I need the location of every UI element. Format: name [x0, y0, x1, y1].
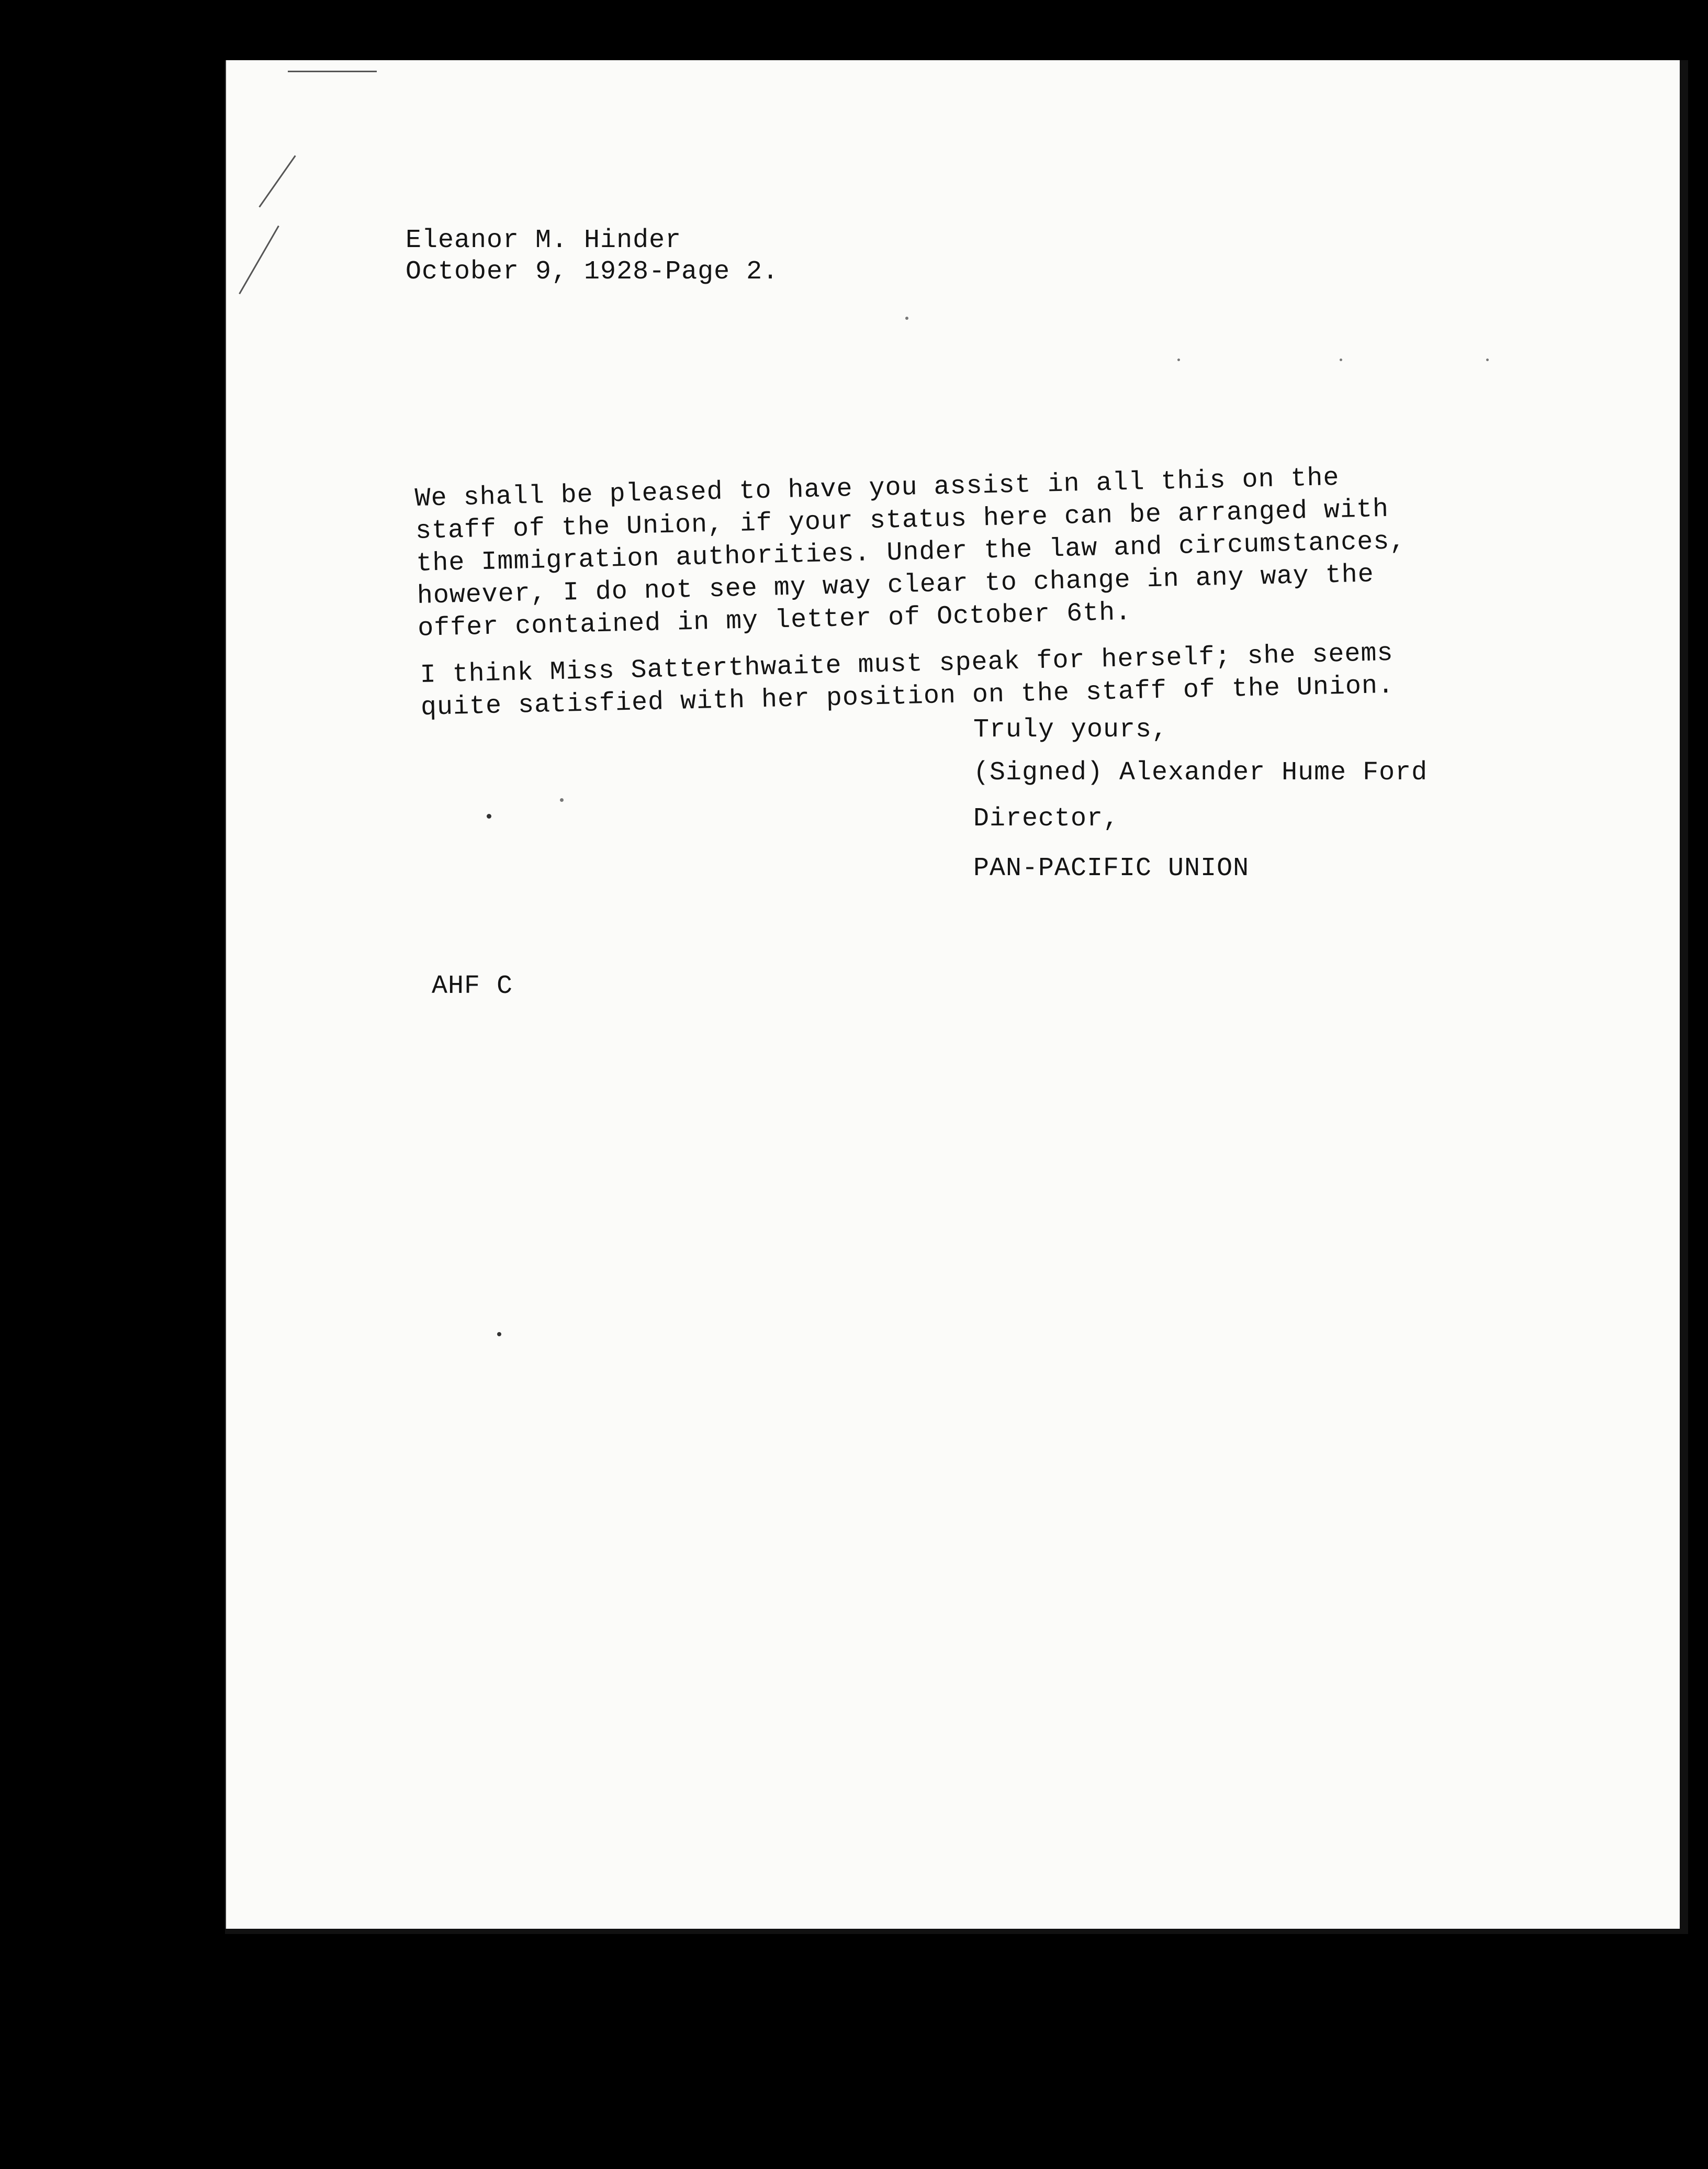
signer-title: Director,: [973, 804, 1120, 834]
complimentary-close: Truly yours,: [973, 715, 1168, 745]
scan-mark: [288, 71, 377, 72]
signature-line: (Signed) Alexander Hume Ford: [973, 758, 1428, 788]
date-and-page: October 9, 1928-Page 2.: [406, 257, 779, 287]
body-paragraph-1: We shall be pleased to have you assist in all this on the staff of the Union, if your status here can be arranged with the Immigration authorities. Under the law and circumstances, however, I do not see my way clear to change in any way the offer contained in my letter of October 6th.: [414, 463, 1406, 644]
scan-speck: [1340, 359, 1342, 361]
scan-mark: [239, 226, 279, 294]
recipient-name: Eleanor M. Hinder: [406, 226, 682, 255]
reference-initials: AHF C: [432, 971, 513, 1001]
scan-speck: [497, 1332, 501, 1336]
scan-speck: [1486, 359, 1489, 361]
scan-mark: [259, 155, 296, 207]
scan-speck: [487, 814, 491, 819]
scan-speck: [560, 798, 564, 802]
letter-sheet: [225, 60, 1688, 1934]
organization-name: PAN-PACIFIC UNION: [973, 854, 1250, 884]
scan-speck: [905, 317, 908, 320]
body-paragraph-2: I think Miss Satterthwaite must speak for herself; she seems quite satisfied with her position on the staff of the Union.: [420, 638, 1395, 723]
scan-speck: [1177, 359, 1180, 361]
